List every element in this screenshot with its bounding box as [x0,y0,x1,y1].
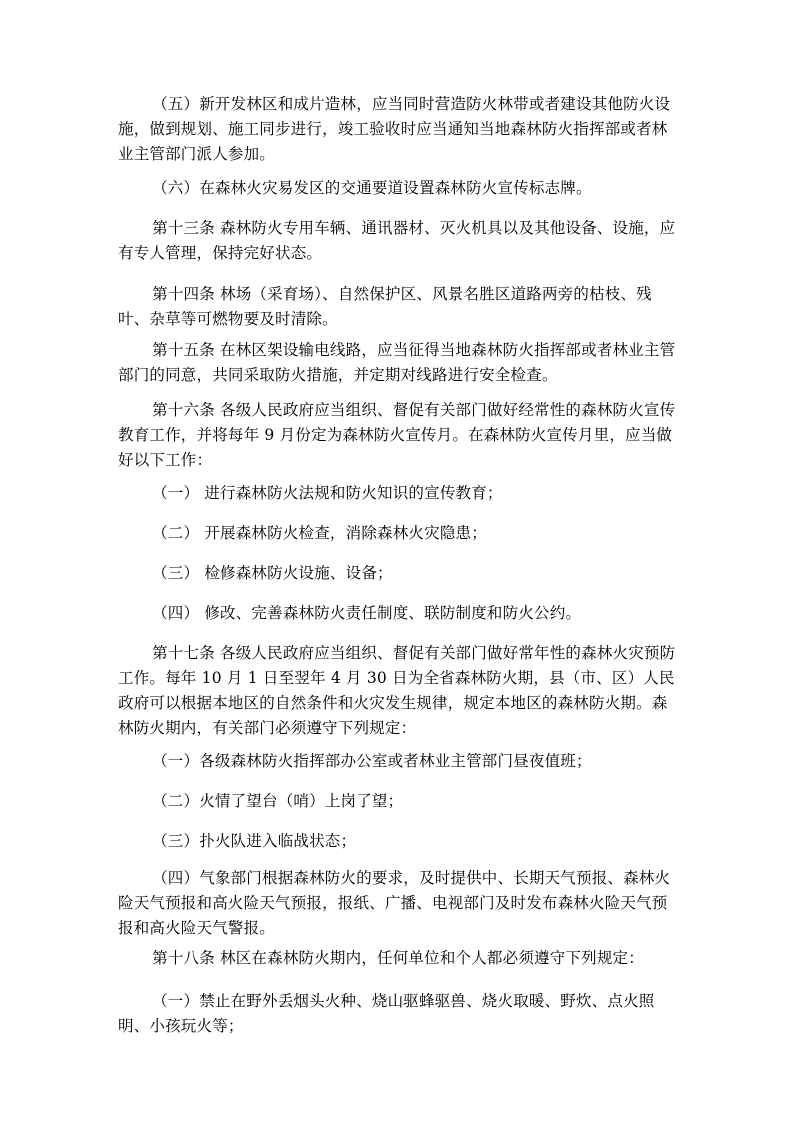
paragraph-article-15: 第十五条 在林区架设输电线路，应当征得当地森林防火指挥部或者林业主管部门的同意，共同采取防火措施，并定期对线路进行安全检查。 [118,341,676,384]
paragraph-article-16-item-1: （一） 进行森林防火法规和防火知识的宣传教育； [152,484,503,502]
paragraph-article-13: 第十三条 森林防火专用车辆、通讯器材、灭火机具以及其他设备、设施，应有专人管理，保持完好状态。 [118,219,676,262]
paragraph-article-17-item-2: （二）火情了望台（哨）上岗了望； [152,792,404,810]
paragraph-item-5-forest-belt: （五）新开发林区和成片造林，应当同时营造防火林带或者建设其他防火设施，做到规划、施工同步进行，竣工验收时应当通知当地森林防火指挥部或者林业主管部门派人参加。 [118,95,671,163]
paragraph-article-17-item-4: （四）气象部门根据森林防火的要求，及时提供中、长期天气预报、森林火险天气预报和高火险天气预报，报纸、广播、电视部门及时发布森林火险天气预报和高火险天气警报。 [118,869,671,937]
paragraph-article-17: 第十七条 各级人民政府应当组织、督促有关部门做好常年性的森林火灾预防工作。每年 10 月 1 日至翌年 4 月 30 日为全省森林防火期，县（市、区）人民政府可以根据本地区的自然条件和火灾发生规律，规定本地区的森林防火期。森林防火期内，有关部门必须遵守下列规定： [118,644,676,737]
paragraph-article-17-item-3: （三）扑火队进入临战状态； [152,832,357,850]
paragraph-article-17-item-1: （一）各级森林防火指挥部办公室或者林业主管部门昼夜值班； [152,752,592,770]
paragraph-item-6-signage: （六）在森林火灾易发区的交通要道设置森林防火宣传标志牌。 [152,179,592,197]
paragraph-article-16-item-2: （二） 开展森林防火检查，消除森林火灾隐患； [152,524,487,542]
paragraph-article-16-item-3: （三） 检修森林防火设施、设备； [152,564,393,582]
paragraph-article-18-item-1: （一）禁止在野外丢烟头火种、烧山驱蜂驱兽、烧火取暖、野炊、点火照明、小孩玩火等； [118,992,655,1035]
paragraph-article-16-item-4: （四） 修改、完善森林防火责任制度、联防制度和防火公约。 [152,604,582,622]
paragraph-article-16: 第十六条 各级人民政府应当组织、督促有关部门做好经常性的森林防火宣传教育工作，并将每年 9 月份定为森林防火宣传月。在森林防火宣传月里，应当做好以下工作： [118,401,676,469]
paragraph-article-18: 第十八条 林区在森林防火期内，任何单位和个人都必须遵守下列规定： [152,949,644,967]
paragraph-article-14: 第十四条 林场（采育场）、自然保护区、风景名胜区道路两旁的枯枝、残叶、杂草等可燃物要及时清除。 [118,285,652,328]
